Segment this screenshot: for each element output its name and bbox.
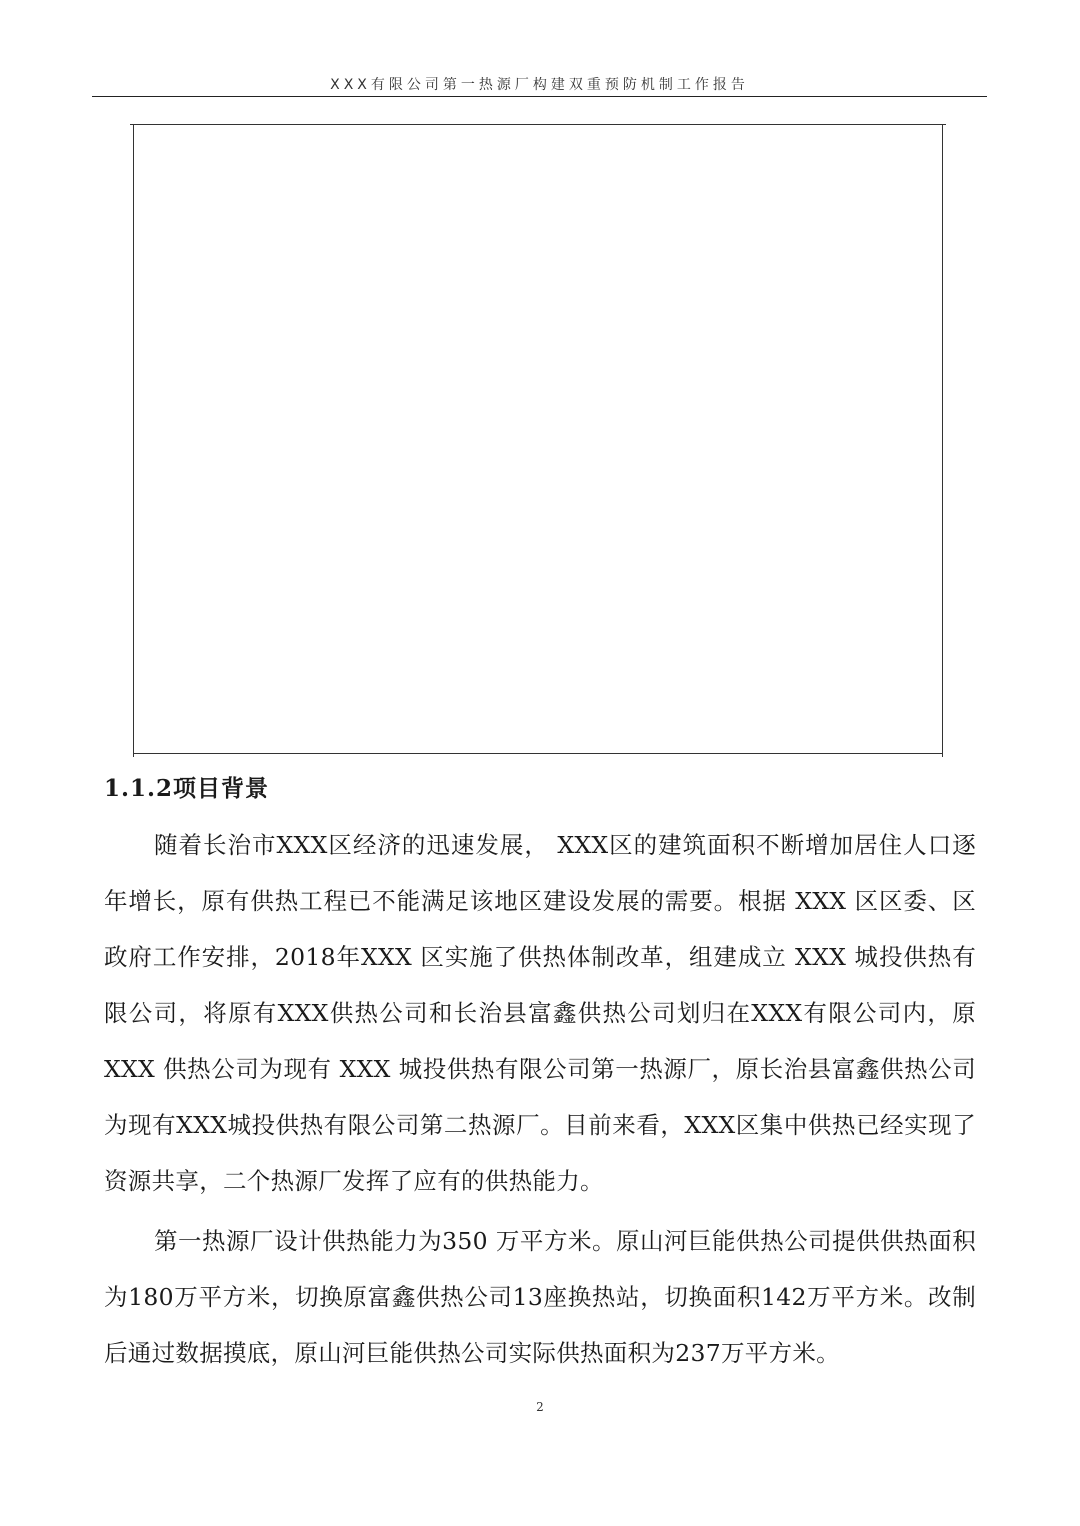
corner-tick-bottom-left <box>133 753 134 757</box>
body-paragraph-background: 随着长治市XXX区经济的迅速发展， XXX区的建筑面积不断增加居住人口逐年增长，原有供热工程已不能满足该地区建设发展的需要。根据 XXX 区区委、区政府工作安排，2018年XXX 区实施了供热体制改革，组建成立 XXX 城投供热有限公司，将原有XXX供热公司和长治县富鑫供热公司划归在XXX有限公司内，原 XXX 供热公司为现有 XXX 城投供热有限公司第一热源厂，原长治县富鑫供热公司为现有XXX城投供热有限公司第二热源厂。目前来看，XXX区集中供热已经实现了资源共享，二个热源厂发挥了应有的供热能力。 <box>104 831 976 1195</box>
corner-tick-bottom-right <box>942 753 943 757</box>
section-heading <box>104 770 269 803</box>
page-number: 2 <box>536 1400 544 1414</box>
body-paragraph-capacity: 第一热源厂设计供热能力为350 万平方米。原山河巨能供热公司提供供热面积为180万平方米，切换原富鑫供热公司13座换热站，切换面积142万平方米。改制后通过数据摸底，原山河巨能供热公司实际供热面积为237万平方米。 <box>104 1227 976 1367</box>
header-rule <box>92 96 987 97</box>
section-number: 1.1.2 <box>104 775 174 802</box>
figure-placeholder-box <box>133 124 943 754</box>
running-header: XXX有限公司第一热源厂构建双重预防机制工作报告 <box>330 77 749 93</box>
corner-tick-top-left <box>130 124 134 125</box>
section-title: 项目背景 <box>173 775 270 802</box>
corner-tick-top-right <box>942 124 946 125</box>
